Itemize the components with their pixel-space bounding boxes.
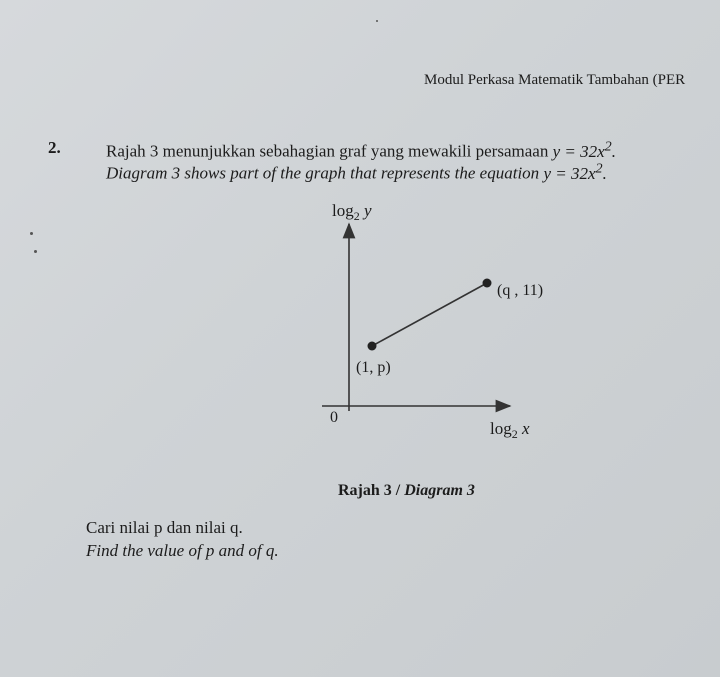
y-axis-label [332,201,372,223]
caption-malay: Rajah 3 / [338,482,405,499]
question-english-sentence: Diagram 3 shows part of the graph that represents the equation [106,163,540,183]
equation-body: y = 32x [552,141,605,161]
x-axis-label [490,419,530,441]
question-number: 2. [48,138,61,157]
question-text-malay [106,138,616,162]
point-lower [368,342,377,351]
x-axis-base: 2 [511,427,518,441]
y-axis-base: 2 [353,209,360,223]
equation-exponent: 2 [604,138,612,154]
diagram-caption [338,482,475,500]
equation-exponent: 2 [595,160,603,176]
task-english: Find the value of p and of q. [86,541,279,560]
y-axis-log: log [332,201,354,220]
paper-speck [30,232,33,235]
equation-body: y = 32x [543,163,596,183]
point-lower-label: (1, p) [356,359,391,376]
origin-label: 0 [330,409,338,426]
module-header: Modul Perkasa Matematik Tambahan (PER [424,72,686,88]
equation-english [543,160,607,183]
task-malay: Cari nilai p dan nilai q. [86,518,243,537]
x-axis-log: log [490,419,512,438]
graph-diagram [300,196,580,456]
paper-speck [34,250,37,253]
equation-end: . [602,163,607,183]
paper-speck [376,20,378,22]
equation-end: . [611,141,616,161]
question-text-english [106,160,607,184]
caption-english: Diagram 3 [404,482,475,499]
x-axis-variable: x [517,419,530,438]
graph-line-segment [372,283,487,346]
point-upper-label: (q , 11) [497,282,544,299]
equation-malay [552,138,616,161]
point-upper [483,279,492,288]
question-malay-sentence: Rajah 3 menunjukkan sebahagian graf yang mewakili persamaan [106,141,549,161]
y-axis-variable: y [359,201,372,220]
